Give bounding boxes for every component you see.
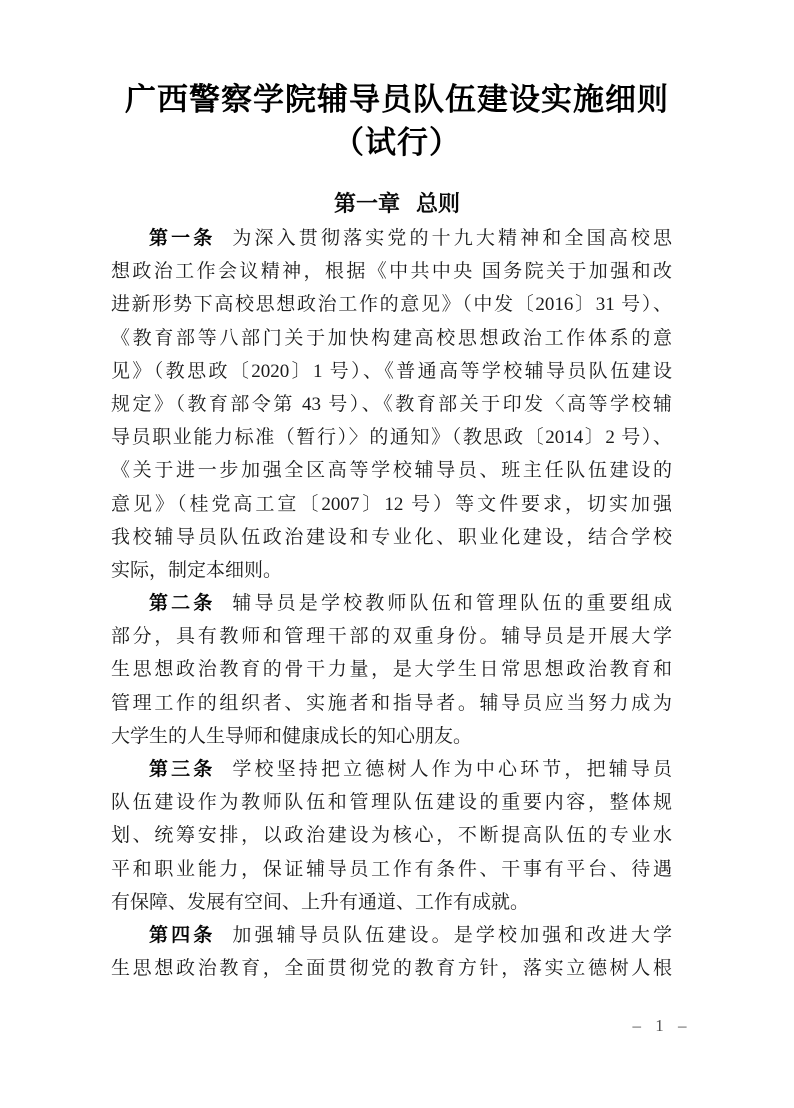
chapter-heading	[0, 189, 794, 219]
article-line: 意见》（桂党高工宣〔2007〕12 号）等文件要求，切实加强	[111, 493, 672, 515]
document-body	[111, 222, 672, 985]
article-line: 部分，具有教师和管理干部的双重身份。辅导员是开展大学	[111, 626, 672, 648]
page-number: – 1 –	[632, 1016, 692, 1035]
article-first-line	[111, 587, 672, 620]
article-line: 管理工作的组织者、实施者和指导者。辅导员应当努力成为	[111, 692, 672, 714]
article-label: 第二条	[149, 593, 216, 615]
document-subtitle: （试行）	[333, 125, 461, 160]
article-text: 为深入贯彻落实党的十九大精神和全国高校思	[232, 228, 672, 249]
document-title-block	[0, 78, 794, 164]
article-line: 想政治工作会议精神，根据《中共中央 国务院关于加强和改	[111, 261, 672, 283]
article-line: 导员职业能力标准（暂行）〉的通知》（教思政〔2014〕2 号）、	[111, 427, 672, 449]
article-line: 生思想政治教育的骨干力量，是大学生日常思想政治教育和	[111, 659, 672, 681]
article-line: 我校辅导员队伍政治建设和专业化、职业化建设，结合学校	[111, 526, 672, 548]
article-line: 进新形势下高校思想政治工作的意见》（中发〔2016〕31 号）、	[111, 294, 672, 316]
article-line: 《关于进一步加强全区高等学校辅导员、班主任队伍建设的	[111, 460, 672, 482]
chapter-number: 第一章	[333, 191, 400, 216]
article-label: 第三条	[149, 759, 216, 780]
article-line: 《教育部等八部门关于加快构建高校思想政治工作体系的意	[111, 327, 672, 349]
article-text: 学校坚持把立德树人作为中心环节，把辅导员	[232, 759, 672, 780]
chapter-name: 总则	[416, 191, 461, 216]
article-label: 第四条	[149, 924, 216, 946]
article-line: 生思想政治教育，全面贯彻党的教育方针，落实立德树人根	[111, 958, 672, 980]
article-line: 平和职业能力，保证辅导员工作有条件、干事有平台、待遇	[111, 858, 672, 880]
article-first-line	[111, 919, 672, 952]
article-line: 规定》（教育部令第 43 号）、《教育部关于印发〈高等学校辅	[111, 393, 672, 415]
article-first-line	[111, 222, 672, 255]
article-line: 划、统筹安排，以政治建设为核心，不断提高队伍的专业水	[111, 825, 672, 847]
article-line: 实际，制定本细则。	[111, 559, 283, 581]
article-text: 辅导员是学校教师队伍和管理队伍的重要组成	[232, 593, 672, 615]
document-title: 广西警察学院辅导员队伍建设实施细则	[125, 82, 669, 117]
article-label: 第一条	[149, 228, 216, 249]
article-line: 见》（教思政〔2020〕1 号）、《普通高等学校辅导员队伍建设	[111, 360, 672, 382]
article-line: 有保障、发展有空间、上升有通道、工作有成就。	[111, 891, 530, 913]
article-line: 大学生的人生导师和健康成长的知心朋友。	[111, 725, 473, 747]
article-first-line	[111, 753, 672, 786]
article-line: 队伍建设作为教师队伍和管理队伍建设的重要内容，整体规	[111, 792, 672, 814]
article-text: 加强辅导员队伍建设。是学校加强和改进大学	[232, 924, 672, 946]
